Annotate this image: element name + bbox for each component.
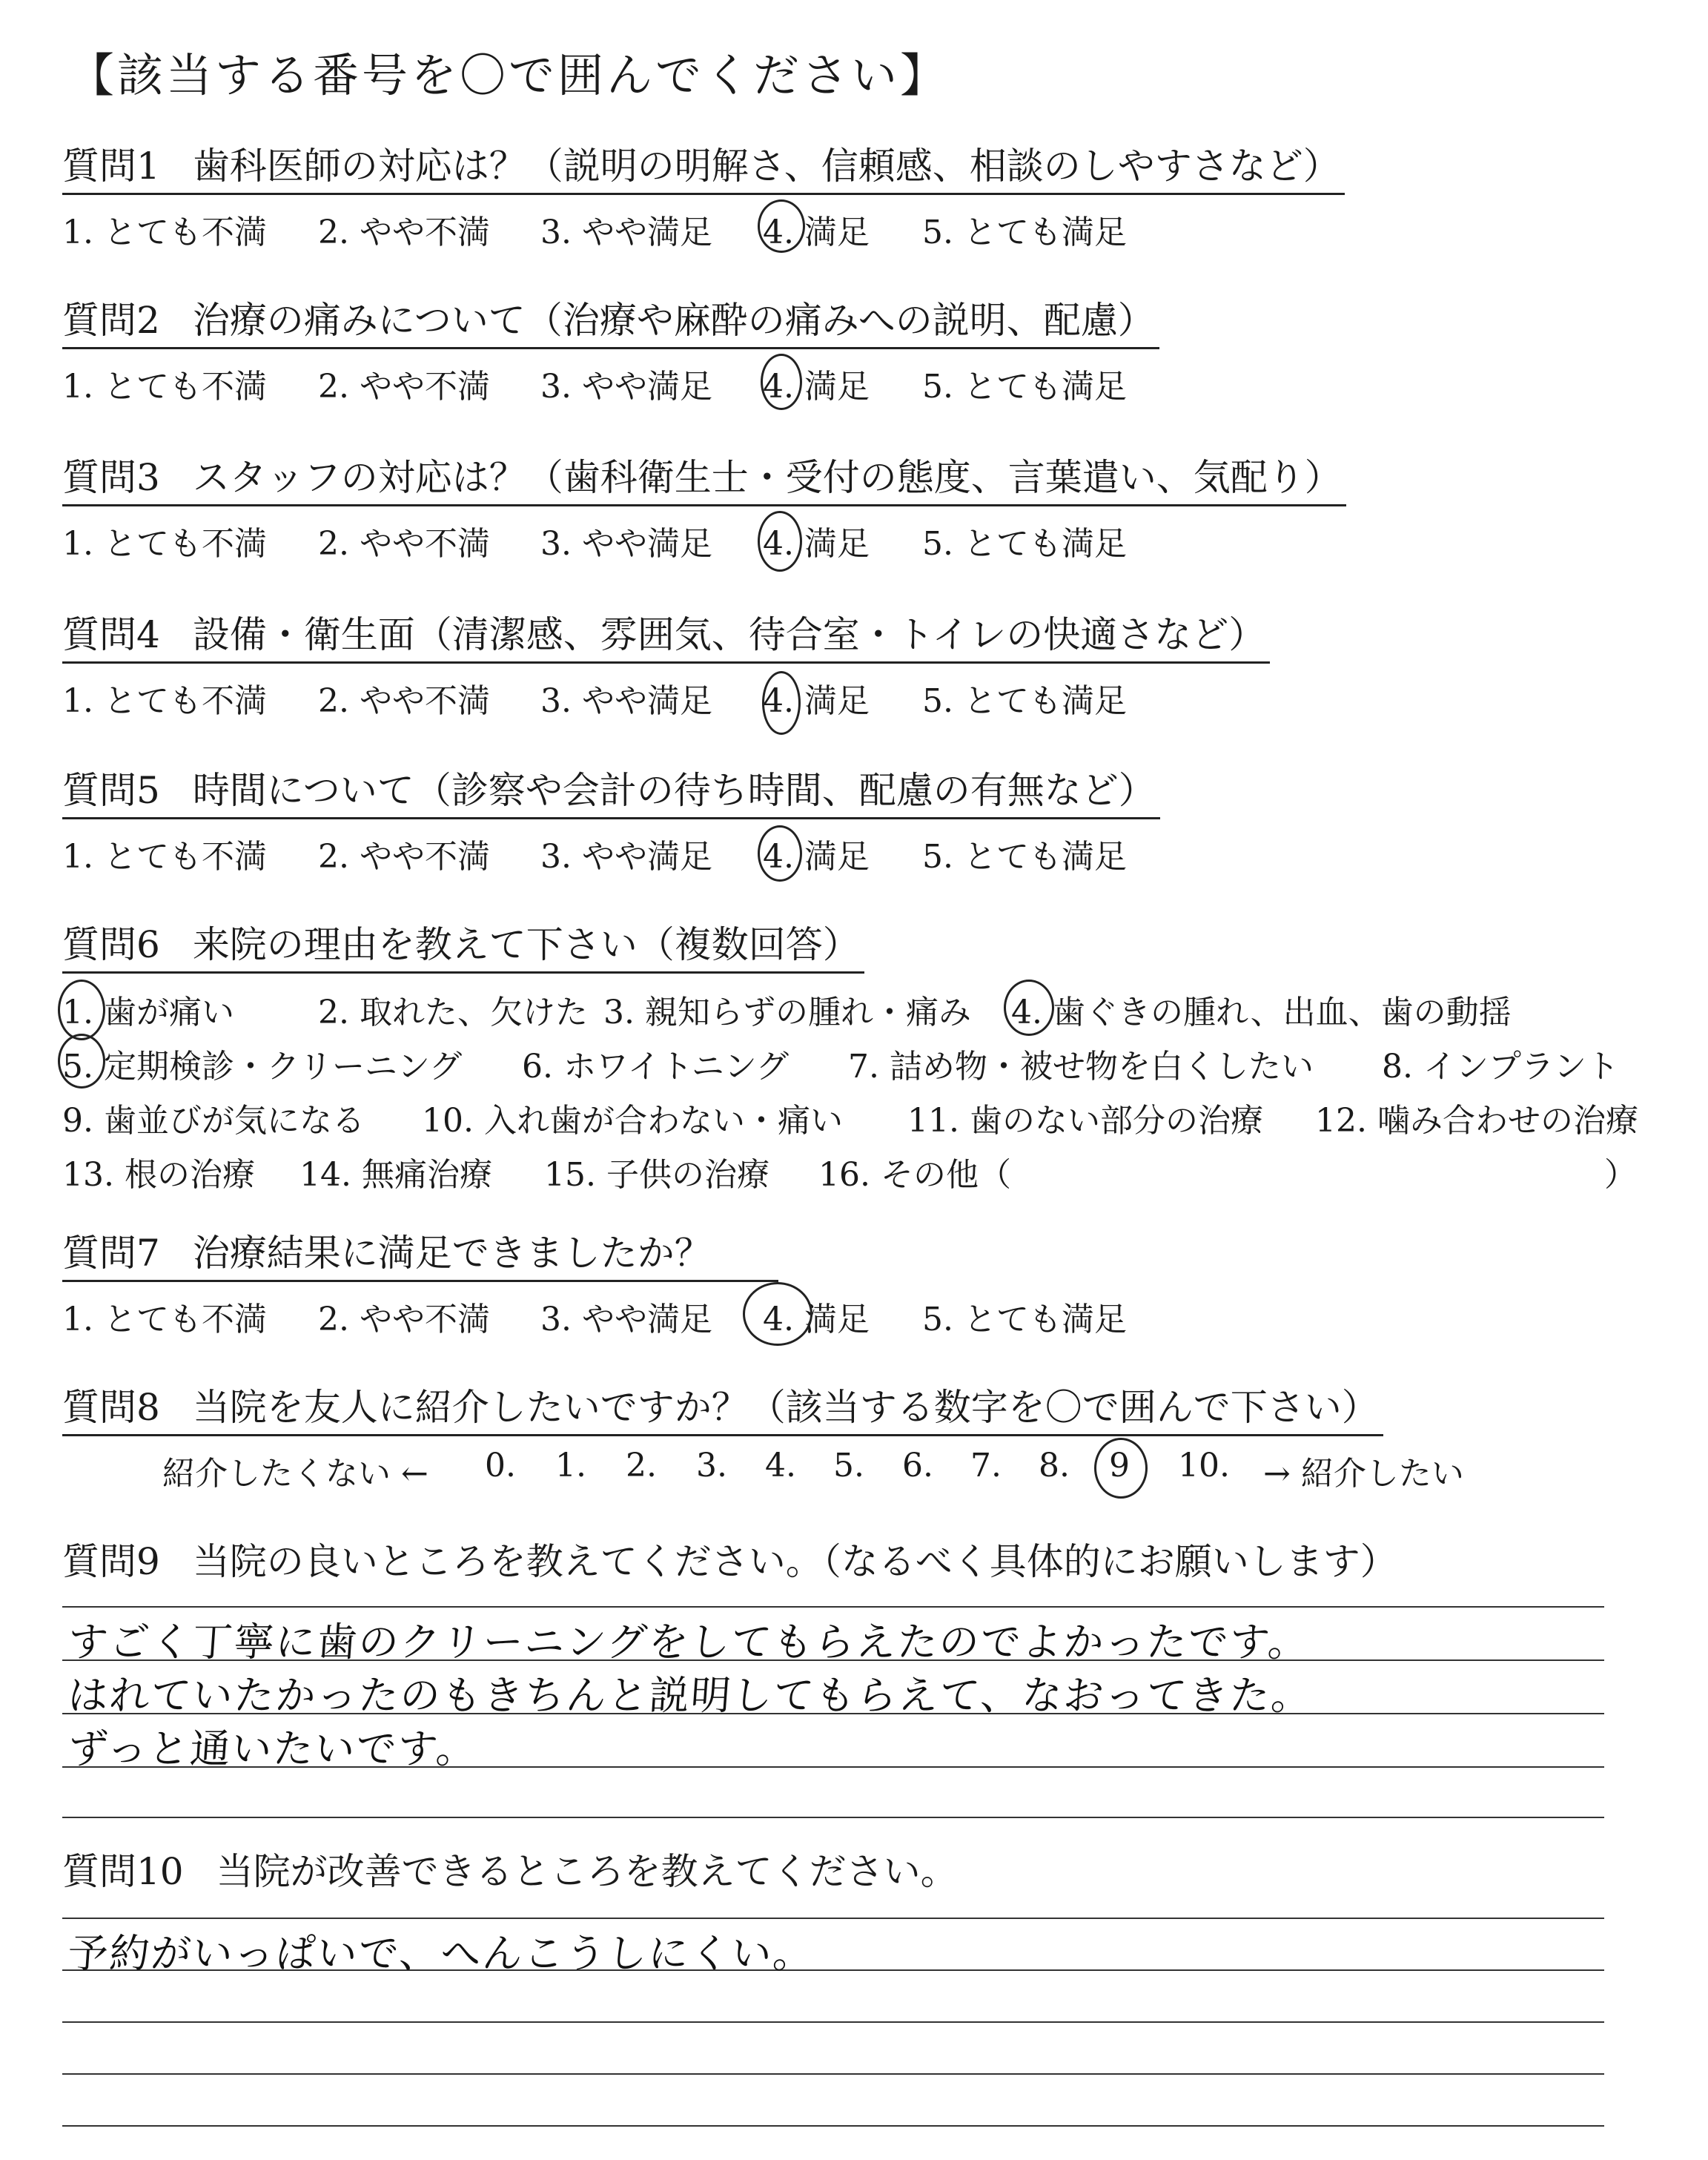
question-title [62,614,1270,664]
writing-line [62,1817,1604,1818]
reason-row [62,1040,1619,1094]
writing-line [62,1606,1604,1608]
option-3[interactable]: 3. やや満足 [540,837,712,876]
question-text: 治療結果に満足できましたか？ [192,1232,712,1275]
selection-circle-mark [758,511,802,572]
option-3[interactable]: 3. やや満足 [540,1300,712,1338]
question-7 [62,1232,1127,1338]
reason-row [62,985,1512,1040]
handwritten-answer-line: ずっと通いたいです。 [66,1725,480,1772]
reason-13[interactable]: 13. 根の治療 [62,1155,255,1194]
option-4[interactable]: 4. 満足 [763,1300,870,1338]
question-title [62,1387,1383,1436]
reason-1[interactable]: 1. 歯が痛い [62,993,234,1031]
reason-6[interactable]: 6. ホワイトニング [522,1047,790,1086]
reason-row [62,1148,1637,1202]
option-2[interactable]: 2. やや不満 [318,681,490,720]
option-2[interactable]: 2. やや不満 [318,213,490,251]
option-1[interactable]: 1. とても不満 [62,213,267,251]
question-number: 質問3 [62,456,160,499]
reason-15[interactable]: 15. 子供の治療 [544,1155,769,1194]
option-3[interactable]: 3. やや満足 [540,681,712,720]
scale-value-6[interactable]: 6. [902,1446,933,1484]
option-1[interactable]: 1. とても不満 [62,524,267,563]
writing-line [62,2073,1604,2075]
question-5 [62,769,1160,876]
option-3[interactable]: 3. やや満足 [540,367,712,406]
option-2[interactable]: 2. やや不満 [318,524,490,563]
question-text: 治療の痛みについて（治療や麻酔の痛みへの説明、配慮） [192,299,1155,342]
option-1[interactable]: 1. とても不満 [62,681,267,720]
reason-11[interactable]: 11. 歯のない部分の治療 [907,1101,1263,1140]
question-number: 質問1 [62,145,160,188]
question-title [62,1232,778,1282]
selection-circle-mark [758,199,805,253]
option-4[interactable]: 4. 満足 [763,367,870,406]
reason-row [62,1094,1638,1148]
writing-line [62,2021,1604,2023]
option-1[interactable]: 1. とても不満 [62,837,267,876]
question-2 [62,299,1159,406]
question-title [62,924,864,974]
question-text: 時間について（診察や会計の待ち時間、配慮の有無など） [192,769,1156,812]
writing-line [62,1918,1604,1919]
satisfaction-options [62,674,1270,720]
question-1 [62,145,1345,251]
reason-3[interactable]: 3. 親知らずの腫れ・痛み [603,993,971,1031]
scale-left-label: 紹介したくない ← [162,1454,428,1493]
scale-value-8[interactable]: 8. [1039,1446,1070,1484]
satisfaction-options [62,205,1345,251]
question-title [62,1541,1397,1588]
option-5[interactable]: 5. とても満足 [922,524,1127,563]
option-2[interactable]: 2. やや不満 [318,1300,490,1338]
writing-line [62,2125,1604,2127]
option-2[interactable]: 2. やや不満 [318,367,490,406]
question-title [62,145,1345,195]
q9-answer-area[interactable] [62,1602,1604,1824]
reason-14[interactable]: 14. 無痛治療 [299,1155,492,1194]
question-number: 質問6 [62,923,160,966]
question-number: 質問7 [62,1232,160,1275]
satisfaction-options [62,360,1159,406]
option-5[interactable]: 5. とても満足 [922,1300,1127,1338]
question-text: 設備・衛生面（清潔感、雰囲気、待合室・トイレの快適さなど） [192,613,1266,656]
scale-right-label: → 紹介したい [1263,1454,1464,1493]
other-close-paren: ） [1604,1155,1637,1194]
satisfaction-options [62,830,1160,876]
question-number: 質問5 [62,769,160,812]
scale-value-3[interactable]: 3. [696,1446,727,1484]
reason-5[interactable]: 5. 定期検診・クリーニング [62,1047,463,1086]
option-5[interactable]: 5. とても満足 [922,213,1127,251]
option-1[interactable]: 1. とても不満 [62,367,267,406]
reason-2[interactable]: 2. 取れた、欠けた [318,993,588,1031]
satisfaction-options [62,1292,1127,1338]
reason-10[interactable]: 10. 入れ歯が合わない・痛い [422,1101,843,1140]
question-title [62,770,1160,819]
scale-value-4[interactable]: 4. [765,1446,796,1484]
handwritten-answer-line: すごく丁寧に歯のクリーニングをしてもらえたのでよかったです。 [66,1619,1311,1665]
reason-7[interactable]: 7. 詰め物・被せ物を白くしたい [848,1047,1314,1086]
recommend-scale [62,1446,1464,1493]
selection-circle-mark [762,671,801,735]
selection-circle-mark [743,1282,812,1346]
question-4 [62,613,1270,720]
option-4[interactable]: 4. 満足 [763,681,870,720]
option-3[interactable]: 3. やや満足 [540,524,712,563]
reason-16-other[interactable]: 16. その他（ [818,1155,1011,1194]
reason-options [62,985,1638,1202]
question-text: 当院の良いところを教えてください。（なるべく具体的にお願いします） [192,1540,1397,1583]
selection-circle-mark [1004,980,1054,1036]
scale-value-7[interactable]: 7. [970,1446,1002,1484]
handwritten-answer-line: 予約がいっぱいで、へんこうしにくい。 [66,1930,816,1977]
option-1[interactable]: 1. とても不満 [62,1300,267,1338]
question-number: 質問10 [62,1850,184,1893]
instruction-header: 【該当する番号を〇で囲んでください】 [68,48,950,102]
question-title [62,300,1159,349]
question-number: 質問2 [62,299,160,342]
question-text: 歯科医師の対応は？（説明の明解さ、信頼感、相談のしやすさなど） [192,145,1340,188]
option-3[interactable]: 3. やや満足 [540,213,712,251]
reason-9[interactable]: 9. 歯並びが気になる [62,1101,365,1140]
option-5[interactable]: 5. とても満足 [922,681,1127,720]
question-text: 当院を友人に紹介したいですか？（該当する数字を〇で囲んで下さい） [192,1386,1379,1429]
question-9 [62,1541,1397,1588]
option-5[interactable]: 5. とても満足 [922,367,1127,406]
selection-circle-mark [1094,1438,1148,1499]
scale-value-1[interactable]: 1. [555,1446,586,1484]
question-text: スタッフの対応は？（歯科衛生士・受付の態度、言葉遣い、気配り） [192,456,1342,499]
satisfaction-options [62,517,1346,563]
selection-circle-mark [58,980,105,1040]
question-number: 質問4 [62,613,160,656]
scale-value-5[interactable]: 5. [833,1446,864,1484]
question-text: 来院の理由を教えて下さい（複数回答） [192,923,860,966]
reason-4[interactable]: 4. 歯ぐきの腫れ、出血、歯の動揺 [1011,993,1512,1031]
question-6 [62,923,1638,1202]
option-4[interactable]: 4. 満足 [763,213,870,251]
scale-value-10[interactable]: 10. [1178,1446,1230,1484]
question-8 [62,1386,1464,1493]
option-5[interactable]: 5. とても満足 [922,837,1127,876]
scale-value-9[interactable]: 9 [1109,1446,1130,1484]
question-title [62,1851,958,1898]
q10-answer-area[interactable] [62,1913,1604,2136]
question-title [62,457,1346,506]
scale-value-0[interactable]: 0. [485,1446,516,1484]
option-4[interactable]: 4. 満足 [763,837,870,876]
question-number: 質問9 [62,1540,160,1583]
question-number: 質問8 [62,1386,160,1429]
scale-value-2[interactable]: 2. [626,1446,657,1484]
option-2[interactable]: 2. やや不満 [318,837,490,876]
reason-8[interactable]: 8. インプラント [1382,1047,1619,1086]
option-4[interactable]: 4. 満足 [763,524,870,563]
question-3 [62,456,1346,563]
question-text: 当院が改善できるところを教えてください。 [216,1850,958,1893]
handwritten-answer-line: はれていたかったのもきちんと説明してもらえて、なおってきた。 [66,1672,1314,1719]
question-10 [62,1851,958,1898]
selection-circle-mark [758,825,802,882]
selection-circle-mark [761,354,802,410]
reason-12[interactable]: 12. 噛み合わせの治療 [1315,1101,1638,1140]
selection-circle-mark [58,1034,105,1089]
